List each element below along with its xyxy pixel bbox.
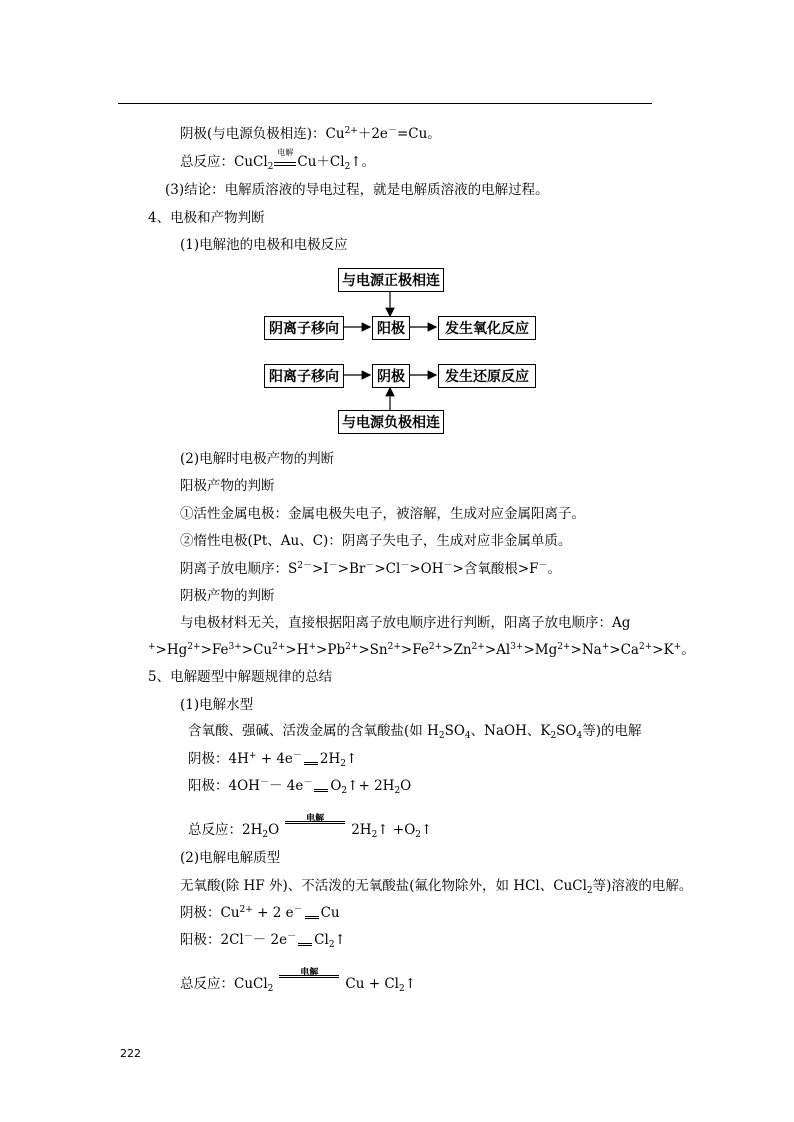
diagram-box-positive: 与电源正极相连: [338, 268, 444, 292]
electrolyte-type-desc: 无氧酸(除 HF 外)、不活泼的无氧酸盐(氟化物除外，如 HCl、CuCl$_2$等)溶液的电解。: [180, 878, 693, 896]
total-reaction-line: 总反应：CuCl$_2$ 电解 $Cu+Cl_2↑$。: [180, 148, 376, 172]
electrolyte-type-heading: (2)电解电解质型: [180, 850, 281, 866]
diagram-box-negative: 与电源负极相连: [338, 410, 444, 434]
subsection-1-heading: (1)电解池的电极和电极反应: [180, 237, 348, 253]
electrolysis-sign: 电解: [279, 978, 339, 992]
diagram-box-anion-move: 阴离子移向: [264, 316, 344, 340]
anode-product-heading: 阳极产物的判断: [180, 478, 275, 494]
diagram-box-cation-move: 阳离子移向: [264, 364, 344, 388]
diagram-box-oxidation: 发生氧化反应: [438, 316, 536, 340]
cation-order-line: $^+>Hg^{2+}>Fe^{3+}>Cu^{2+}>H^+>Pb^{2+}>Sn^{2+}>Fe^{2+}>Zn^{2+}>Al^{3+}>Mg^{2+}>Na^+>Ca^{2+}>K^+$。: [148, 642, 695, 658]
inert-electrode-line: ②惰性电极(Pt、Au、C)：阴离子失电子，生成对应非金属单质。: [180, 533, 572, 549]
cathode-product-heading: 阴极产物的判断: [180, 588, 275, 604]
section-5-heading: 5、电解题型中解题规律的总结: [148, 669, 333, 685]
section-4-heading: 4、电极和产物判断: [148, 210, 265, 226]
water-type-heading: (1)电解水型: [180, 697, 254, 713]
water-type-desc: 含氧酸、强碱、活泼金属的含氧酸盐(如 $H_2SO_4$、NaOH、$K_2SO_4$等)的电解: [188, 723, 642, 741]
water-cathode-line: 阴极：4H+ + 4e－ $2H_2↑$: [188, 751, 358, 769]
electrolyte-total-line: 总反应：CuCl$_2$ 电解 $Cu + Cl_2↑$: [180, 967, 417, 994]
water-anode-line: 阳极：4OH－－ 4e－ $O_2↑+ 2H_2O$: [188, 778, 412, 796]
diagram-box-anode: 阳极: [372, 316, 410, 340]
electrolyte-anode-line: 阳极：2Cl－－ 2e－ $Cl_2↑$: [180, 932, 346, 950]
cation-order-intro: 与电极材料无关，直接根据阳离子放电顺序进行判断，阳离子放电顺序：Ag: [180, 615, 631, 631]
cathode-line: 阴极(与电源负极相连)：$Cu^{2+}+2e^-=Cu$。: [180, 126, 441, 142]
diagram-box-cathode: 阴极: [372, 364, 410, 388]
conclusion-line: (3)结论：电解质溶液的导电过程，就是电解质溶液的电解过程。: [165, 182, 549, 198]
electrolysis-sign: 电解: [285, 824, 345, 838]
active-electrode-line: ①活性金属电极：金属电极失电子，被溶解，生成对应金属阳离子。: [180, 506, 585, 522]
electrolyte-cathode-line: 阴极：$Cu^{2+} + 2$ e－ Cu: [180, 905, 340, 921]
water-total-line: 总反应：$2H_2O$ 电解 $2H_2↑$ $+O_2↑$: [188, 813, 433, 840]
subsection-2-heading: (2)电解时电极产物的判断: [180, 451, 335, 467]
anion-order-line: 阴离子放电顺序：$S^{2-}>I^->Br^->Cl^->OH^->$含氧酸根>F－。: [180, 561, 562, 577]
page-number: 222: [120, 1047, 141, 1060]
electrolysis-sign: 电解: [274, 157, 296, 166]
diagram-box-reduction: 发生还原反应: [438, 364, 536, 388]
